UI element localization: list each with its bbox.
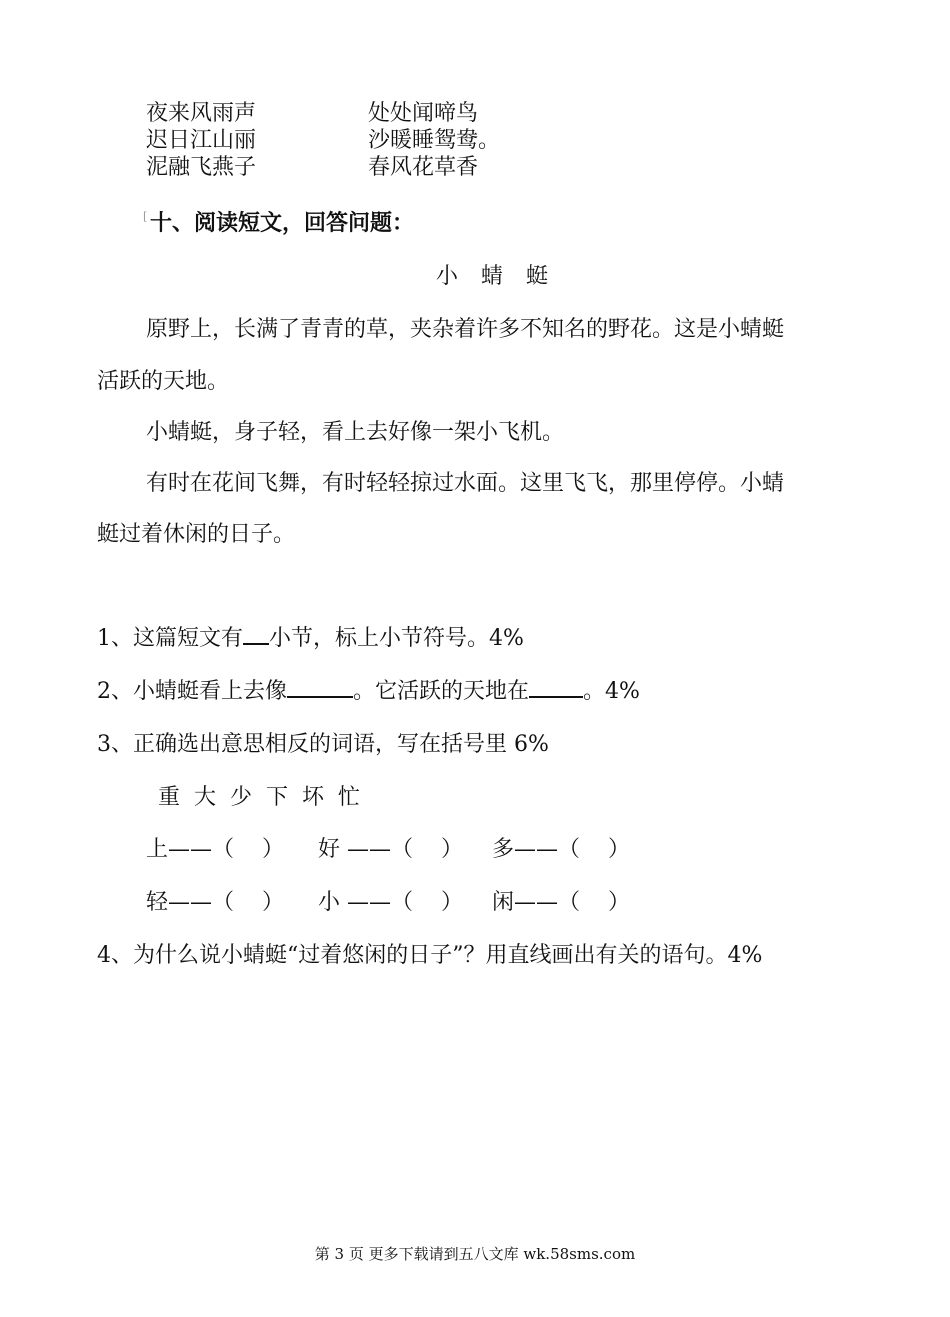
question-2 — [97, 674, 640, 705]
question-1 — [97, 621, 524, 652]
page-footer: 第 3 页 更多下载请到五八文库 wk.58sms.com — [314, 1245, 636, 1263]
paragraph-1-line-1: 原野上，长满了青青的草，夹杂着许多不知名的野花。这是小蜻蜓 — [146, 317, 785, 342]
poem-line-3-right: 春风花草香 — [368, 155, 479, 180]
question-4: 4、为什么说小蜻蜓“过着悠闲的日子”？用直线画出有关的语句。4% — [97, 943, 763, 968]
poem-line-1-left: 夜来风雨声 — [146, 101, 257, 126]
antonym-pair-2[interactable]: 好 ——（ ） — [318, 837, 463, 862]
question-1-blank[interactable] — [243, 623, 269, 645]
paragraph-1-line-2: 活跃的天地。 — [97, 369, 230, 394]
question-2-suffix: 。4% — [583, 679, 640, 704]
paragraph-3-line-1: 有时在花间飞舞，有时轻轻掠过水面。这里飞飞，那里停停。小蜻 — [146, 471, 785, 496]
antonym-pair-3[interactable]: 多——（ ） — [492, 837, 630, 862]
antonym-pair-5[interactable]: 小 ——（ ） — [318, 890, 463, 915]
question-1-suffix: 小节，标上小节符号。4% — [269, 626, 524, 651]
question-3: 3、正确选出意思相反的词语，写在括号里 6% — [97, 732, 549, 757]
paragraph-3-line-2: 蜓过着休闲的日子。 — [97, 522, 296, 547]
question-2-middle: 。它活跃的天地在 — [353, 679, 530, 704]
section-marker: [ — [143, 210, 148, 223]
question-1-prefix: 1、这篇短文有 — [97, 626, 243, 651]
poem-line-2-right: 沙暖睡鸳鸯。 — [368, 128, 501, 153]
question-2-prefix: 2、小蜻蜓看上去像 — [97, 679, 287, 704]
antonym-pair-4[interactable]: 轻——（ ） — [146, 890, 284, 915]
poem-line-2-left: 迟日江山丽 — [146, 128, 257, 153]
question-2-blank-2[interactable] — [529, 676, 583, 698]
article-title: 小 蜻 蜓 — [436, 264, 556, 289]
paragraph-2: 小蜻蜓，身子轻，看上去好像一架小飞机。 — [146, 420, 565, 445]
poem-line-1-right: 处处闻啼鸟 — [368, 101, 479, 126]
poem-line-3-left: 泥融飞燕子 — [146, 155, 257, 180]
word-bank: 重 大 少 下 坏 忙 — [158, 785, 360, 810]
antonym-pair-6[interactable]: 闲——（ ） — [492, 890, 630, 915]
question-2-blank-1[interactable] — [287, 676, 353, 698]
antonym-pair-1[interactable]: 上——（ ） — [146, 837, 284, 862]
section-heading: 十、阅读短文，回答问题： — [150, 210, 415, 236]
